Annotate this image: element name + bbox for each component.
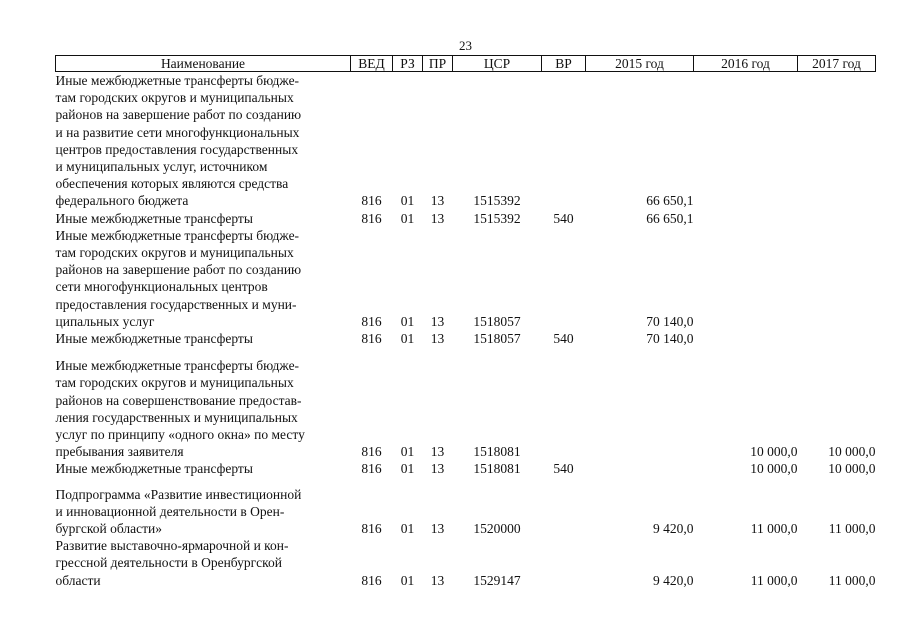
col-header-rz: РЗ <box>393 56 423 72</box>
table-cell-pr: 13 <box>430 313 445 329</box>
table-cell-2015: 66 650,1 <box>646 210 694 226</box>
table-header-row <box>56 56 876 72</box>
table-cell-2016: 11 000,0 <box>750 572 798 588</box>
table-cell-2017 <box>798 227 876 330</box>
table-cell-pr: 13 <box>430 331 445 347</box>
table-cell-2016 <box>694 330 798 347</box>
table-cell-ved: 816 <box>361 521 382 537</box>
table-cell-2015: 9 420,0 <box>653 572 694 588</box>
table-cell-name: Иные межбюджетные трансферты <box>55 210 253 226</box>
table-cell-csr: 1515392 <box>473 193 521 209</box>
table-cell-name: Иные межбюджетные трансферты <box>55 331 253 347</box>
table-cell-name: Иные межбюджетные трансферты бюдже- там городских округов и муниципальных районов на завершение работ по созданию и на развитие сети многофункциональных центров предоставления государственных и муниципальных услуг, источником обеспечения которых являются средства федерального бюджета <box>55 73 302 209</box>
row-spacer-cell <box>56 347 876 357</box>
table-cell-name: Иные межбюджетные трансферты бюдже- там городских округов и муниципальных районов на завершение работ по созданию сети многофункциональных центров предоставления государственных и муни- ципальных услуг <box>55 227 302 329</box>
table-row <box>56 357 876 460</box>
table-cell-ved: 816 <box>361 210 382 226</box>
table-cell-pr: 13 <box>430 572 445 588</box>
table-body <box>56 72 876 589</box>
table-cell-name: Иные межбюджетные трансферты бюдже- там городских округов и муниципальных районов на совершенствование предостав- ления государственных и муниципальных услуг по принципу «одного окна» по месту пребывания заявителя <box>55 358 305 460</box>
table-cell-vr <box>542 537 586 589</box>
table-cell-vr: 540 <box>553 331 574 347</box>
table-cell-vr <box>542 72 586 210</box>
table-cell-2015: 70 140,0 <box>646 331 694 347</box>
row-spacer <box>56 478 876 486</box>
table-cell-2016: 10 000,0 <box>750 461 798 477</box>
row-spacer <box>56 347 876 357</box>
col-header-ved: ВЕД <box>351 56 393 72</box>
table-cell-2017: 11 000,0 <box>828 572 876 588</box>
table-cell-2015: 66 650,1 <box>646 193 694 209</box>
table-cell-name: Развитие выставочно-ярмарочной и кон- грессной деятельности в Оренбургской области <box>55 538 289 588</box>
page-number: 23 <box>459 38 472 53</box>
col-header-vr: ВР <box>542 56 586 72</box>
col-header-name: Наименование <box>56 56 351 72</box>
table-cell-2016: 11 000,0 <box>750 521 798 537</box>
table-cell-2016 <box>694 210 798 227</box>
table-cell-csr: 1518081 <box>473 444 521 460</box>
table-cell-2017: 10 000,0 <box>828 461 876 477</box>
table-cell-name: Подпрограмма «Развитие инвестиционной и инновационной деятельности в Орен- бургской области» <box>55 486 302 537</box>
col-header-pr: ПР <box>423 56 453 72</box>
table-cell-ved: 816 <box>361 331 382 347</box>
table-cell-vr <box>542 227 586 330</box>
table-row <box>56 72 876 210</box>
table-cell-rz: 01 <box>400 521 415 537</box>
table-cell-vr <box>542 486 586 538</box>
table-cell-name: Иные межбюджетные трансферты <box>55 461 253 477</box>
table-cell-rz: 01 <box>400 572 415 588</box>
table-cell-ved: 816 <box>361 461 382 477</box>
table-cell-csr: 1518081 <box>473 461 521 477</box>
table-cell-vr: 540 <box>553 210 574 226</box>
table-cell-ved: 816 <box>361 193 382 209</box>
col-header-csr: ЦСР <box>453 56 542 72</box>
table-cell-pr: 13 <box>430 461 445 477</box>
table-cell-2016: 10 000,0 <box>750 444 798 460</box>
table-cell-ved: 816 <box>361 572 382 588</box>
table-cell-pr: 13 <box>430 521 445 537</box>
table-cell-2017 <box>798 72 876 210</box>
col-header-2017: 2017 год <box>798 56 876 72</box>
table-row <box>56 537 876 589</box>
table-cell-csr: 1520000 <box>473 521 521 537</box>
table-row <box>56 227 876 330</box>
table-cell-csr: 1529147 <box>473 572 521 588</box>
table-cell-pr: 13 <box>430 210 445 226</box>
table-cell-vr: 540 <box>553 461 574 477</box>
table-cell-vr <box>542 357 586 460</box>
table-cell-2015: 9 420,0 <box>653 521 694 537</box>
col-header-2015: 2015 год <box>586 56 694 72</box>
table-row <box>56 330 876 347</box>
table-cell-rz: 01 <box>400 444 415 460</box>
table-cell-2016 <box>694 72 798 210</box>
table-cell-2017: 11 000,0 <box>828 521 876 537</box>
table-cell-rz: 01 <box>400 331 415 347</box>
table-row <box>56 486 876 538</box>
table-cell-ved: 816 <box>361 444 382 460</box>
table-cell-csr: 1518057 <box>473 331 521 347</box>
table-cell-2017 <box>798 210 876 227</box>
table-cell-2015: 70 140,0 <box>646 313 694 329</box>
row-spacer-cell <box>56 478 876 486</box>
table-cell-2017 <box>798 330 876 347</box>
table-cell-csr: 1518057 <box>473 313 521 329</box>
table-cell-ved: 816 <box>361 313 382 329</box>
table-row <box>56 460 876 477</box>
table-cell-pr: 13 <box>430 444 445 460</box>
table-cell-rz: 01 <box>400 210 415 226</box>
table-cell-2017: 10 000,0 <box>828 444 876 460</box>
table-cell-2015 <box>586 460 694 477</box>
table-cell-rz: 01 <box>400 461 415 477</box>
table-cell-pr: 13 <box>430 193 445 209</box>
col-header-2016: 2016 год <box>694 56 798 72</box>
table-cell-rz: 01 <box>400 193 415 209</box>
budget-table <box>55 55 876 589</box>
table-row <box>56 210 876 227</box>
table-cell-2015 <box>586 357 694 460</box>
table-cell-2016 <box>694 227 798 330</box>
table-cell-csr: 1515392 <box>473 210 521 226</box>
table-cell-rz: 01 <box>400 313 415 329</box>
